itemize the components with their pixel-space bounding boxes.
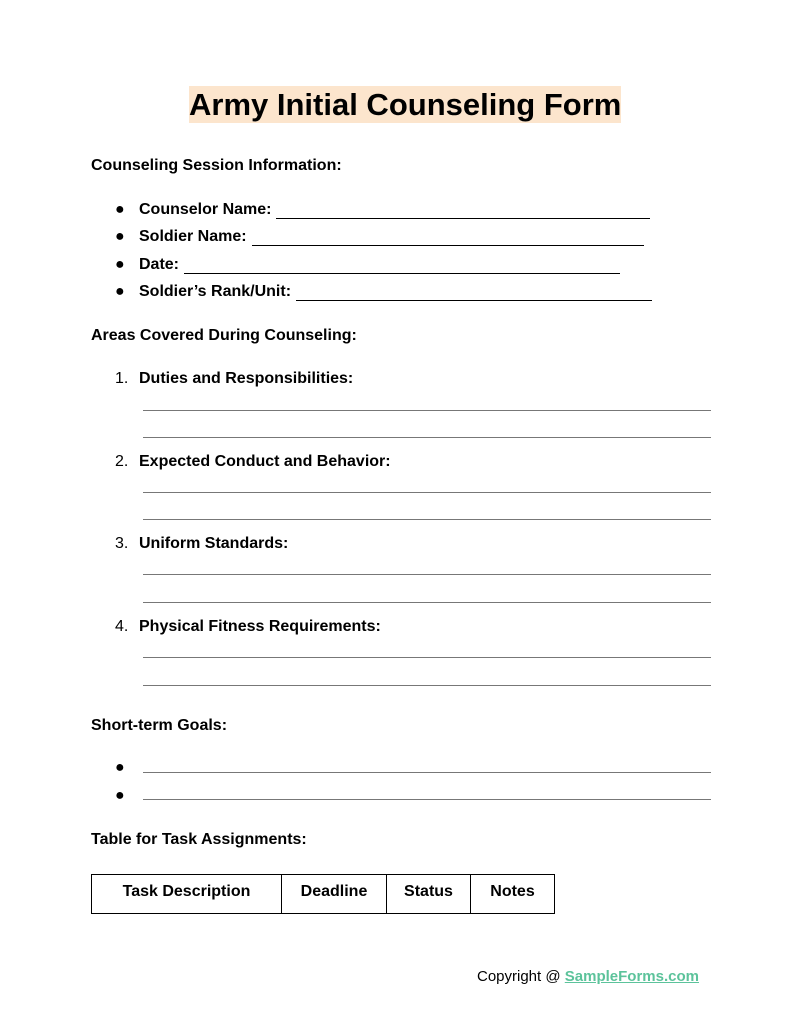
goals-heading: Short-term Goals: bbox=[91, 717, 228, 734]
tasks-heading: Table for Task Assignments: bbox=[91, 831, 307, 848]
field-label: Soldier’s Rank/Unit: bbox=[139, 283, 292, 300]
field-date: ● Date: bbox=[115, 256, 620, 274]
col-status: Status bbox=[387, 875, 471, 914]
item-number: 1. bbox=[115, 370, 129, 387]
item-label: Uniform Standards: bbox=[139, 535, 289, 552]
col-deadline: Deadline bbox=[282, 875, 387, 914]
field-soldier-name: ● Soldier Name: bbox=[115, 228, 644, 246]
sampleforms-link[interactable]: SampleForms.com bbox=[564, 968, 699, 985]
rank-unit-input[interactable] bbox=[296, 286, 652, 301]
field-label: Soldier Name: bbox=[139, 228, 247, 245]
page-title: Army Initial Counseling Form bbox=[189, 87, 622, 122]
item-label: Expected Conduct and Behavior: bbox=[139, 453, 391, 470]
area-item bbox=[115, 618, 381, 636]
copyright-text: Copyright @ bbox=[477, 968, 565, 985]
answer-line[interactable] bbox=[143, 519, 711, 520]
item-number: 4. bbox=[115, 618, 129, 635]
table-header-row bbox=[92, 875, 555, 914]
item-number: 3. bbox=[115, 535, 129, 552]
area-item bbox=[115, 535, 288, 553]
answer-line[interactable] bbox=[143, 574, 711, 575]
field-label: Date: bbox=[139, 256, 180, 273]
answer-line[interactable] bbox=[143, 437, 711, 438]
answer-line[interactable] bbox=[143, 602, 711, 603]
item-label: Physical Fitness Requirements: bbox=[139, 618, 381, 635]
answer-line[interactable] bbox=[143, 410, 711, 411]
answer-line[interactable] bbox=[143, 492, 711, 493]
goal-line[interactable] bbox=[143, 799, 711, 800]
bullet-icon: ● bbox=[115, 759, 125, 776]
areas-heading: Areas Covered During Counseling: bbox=[91, 327, 357, 344]
footer-copyright bbox=[477, 968, 699, 985]
field-counselor-name: ● Counselor Name: bbox=[115, 201, 650, 219]
soldier-name-input[interactable] bbox=[252, 231, 644, 246]
bullet-icon: ● bbox=[115, 787, 125, 804]
task-table bbox=[91, 874, 555, 914]
field-rank-unit: ● Soldier’s Rank/Unit: bbox=[115, 283, 652, 301]
area-item bbox=[115, 370, 353, 388]
session-heading: Counseling Session Information: bbox=[91, 157, 342, 174]
col-notes: Notes bbox=[471, 875, 555, 914]
area-item bbox=[115, 453, 391, 471]
field-label: Counselor Name: bbox=[139, 201, 272, 218]
answer-line[interactable] bbox=[143, 685, 711, 686]
goal-line[interactable] bbox=[143, 772, 711, 773]
answer-line[interactable] bbox=[143, 657, 711, 658]
counselor-name-input[interactable] bbox=[276, 204, 650, 219]
col-task-description: Task Description bbox=[92, 875, 282, 914]
date-input[interactable] bbox=[184, 259, 620, 274]
item-number: 2. bbox=[115, 453, 129, 470]
item-label: Duties and Responsibilities: bbox=[139, 370, 354, 387]
